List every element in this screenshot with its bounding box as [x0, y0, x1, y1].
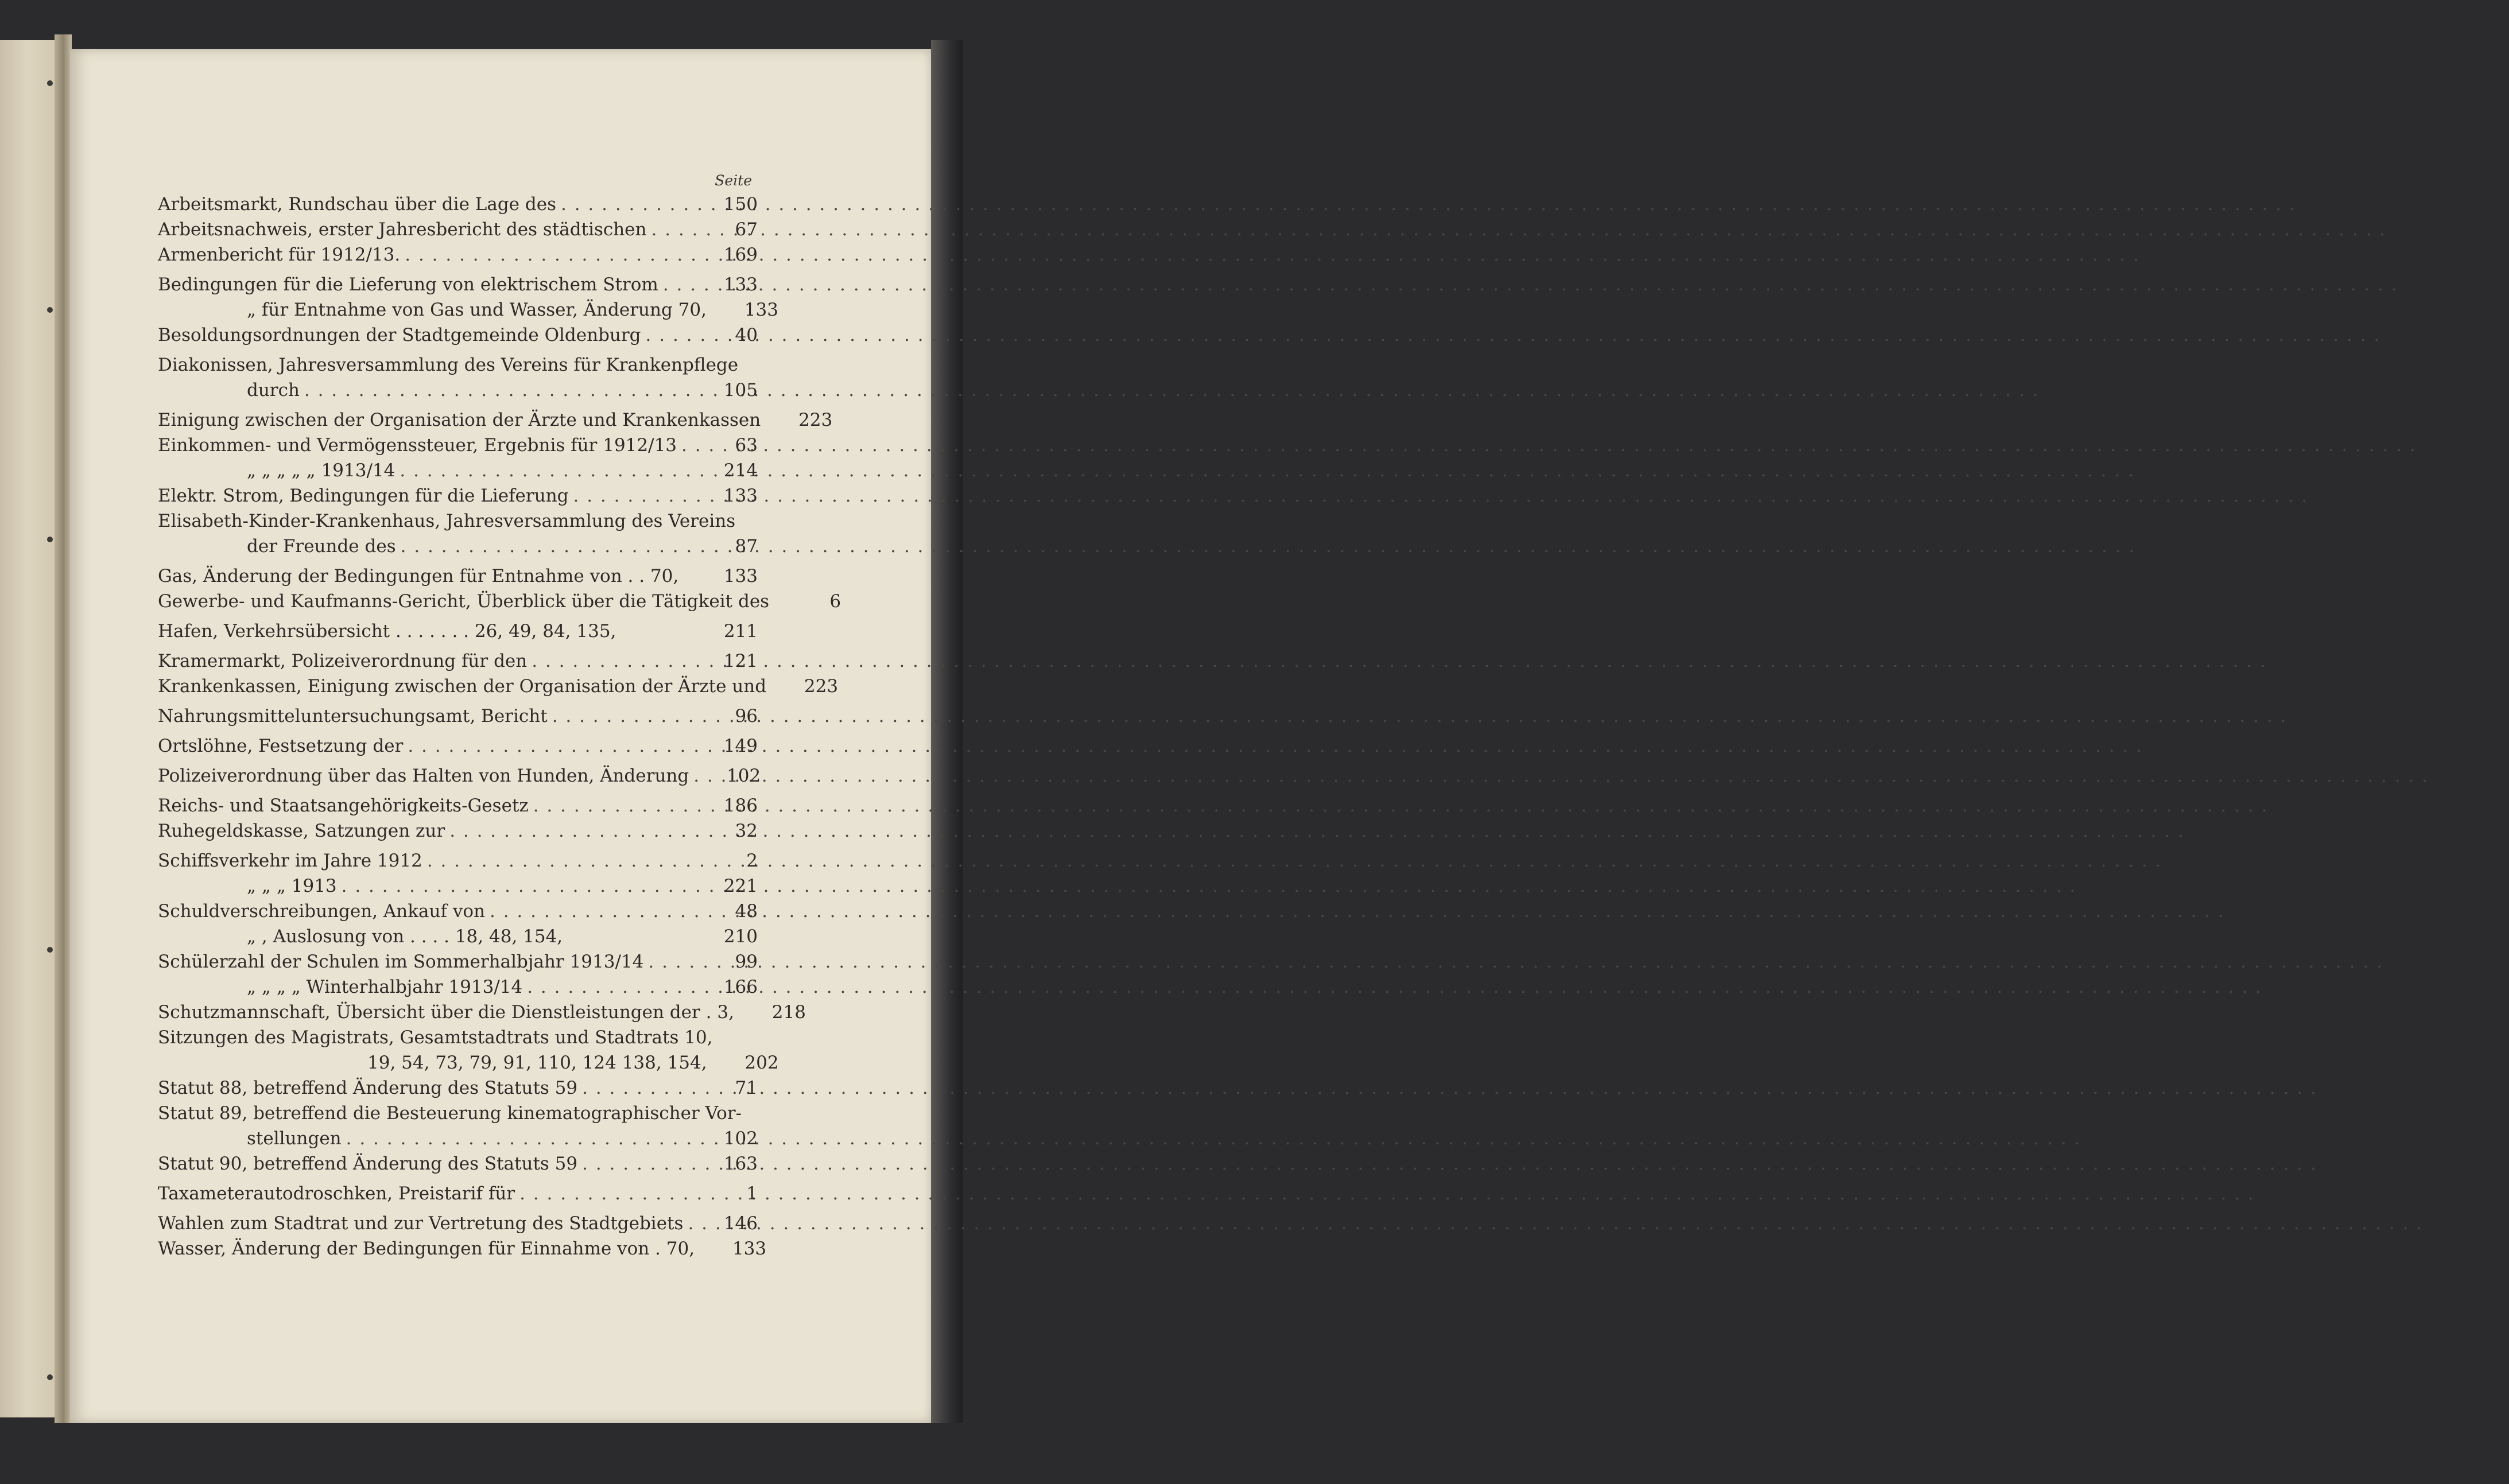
- entry-page-number: 102: [727, 766, 761, 786]
- entry-title: Polizeiverordnung über das Halten von Hunden, Änderung: [158, 766, 689, 786]
- margin-mark: [47, 307, 53, 313]
- index-entry: [158, 873, 758, 899]
- entry-page-number: 169: [723, 244, 758, 265]
- entry-page-number: 102: [723, 1128, 758, 1149]
- dot-leader: [485, 899, 696, 924]
- entry-title: Ortslöhne, Festsetzung der: [158, 736, 404, 756]
- dot-leader: [395, 458, 696, 483]
- entry-title: Wahlen zum Stadtrat und zur Vertretung des Stadtgebiets: [158, 1213, 684, 1234]
- index-entry: [158, 1151, 758, 1176]
- dot-leader: [400, 242, 696, 267]
- entry-page-number: 186: [723, 795, 758, 816]
- entry-page-number: 99: [735, 951, 758, 972]
- index-entry: [158, 378, 758, 403]
- index-entry: [158, 1000, 806, 1025]
- entry-page-number: 87: [735, 536, 758, 557]
- index-entry: [158, 272, 758, 297]
- index-entry: [158, 949, 758, 974]
- entry-page-number: 6: [829, 591, 841, 612]
- index-entry: [158, 733, 758, 759]
- dot-leader: [683, 1211, 696, 1236]
- entry-page-number: 105: [723, 380, 758, 401]
- entry-page-number: 48: [735, 901, 758, 922]
- entry-title: Gas, Änderung der Bedingungen für Entnahme von . . 70,: [158, 566, 679, 586]
- index-entry: [158, 483, 758, 508]
- index-entry: [158, 217, 758, 242]
- entry-title: „ , Auslosung von . . . . 18, 48, 154,: [247, 926, 563, 947]
- index-entry: [158, 763, 761, 788]
- dot-leader: [403, 733, 696, 759]
- entry-title: Statut 90, betreffend Änderung des Statuts 59: [158, 1153, 578, 1174]
- index-entry: [158, 242, 758, 267]
- entry-title: Diakonissen, Jahresversammlung des Vereins für Krankenpflege: [158, 355, 739, 375]
- index-entry: [158, 433, 758, 458]
- entry-title: Elisabeth-Kinder-Krankenhaus, Jahresversammlung des Vereins: [158, 511, 736, 531]
- entry-title: Ruhegeldskasse, Satzungen zur: [158, 821, 445, 841]
- index-entry: [158, 1101, 758, 1126]
- entry-title: durch: [247, 380, 300, 401]
- book-gutter: [55, 34, 72, 1423]
- index-entry: [158, 1126, 758, 1151]
- dot-leader: [677, 433, 696, 458]
- entry-title: Elektr. Strom, Bedingungen für die Lieferung: [158, 485, 569, 506]
- dot-leader: [527, 648, 696, 674]
- entry-page-number: 218: [771, 1002, 806, 1023]
- show-through-heading: [91, 80, 780, 184]
- dot-leader: [577, 1151, 696, 1176]
- entry-title: 19, 54, 73, 79, 91, 110, 124 138, 154,: [367, 1052, 707, 1073]
- entry-title: Besoldungsordnungen der Stadtgemeinde Oldenburg: [158, 325, 641, 345]
- index-entry: [158, 1181, 758, 1206]
- entry-title: Schülerzahl der Schulen im Sommerhalbjahr 1913/14: [158, 951, 644, 972]
- entry-page-number: 163: [723, 1153, 758, 1174]
- dot-leader: [422, 848, 696, 873]
- index-entry: [158, 192, 758, 217]
- index-entry: [158, 899, 758, 924]
- dot-leader: [300, 378, 696, 403]
- index-entry: [158, 1025, 758, 1050]
- index-entry: [158, 1075, 758, 1101]
- entry-title: Gewerbe- und Kaufmanns-Gericht, Überblick über die Tätigkeit des: [158, 591, 770, 612]
- index-entry: [158, 534, 758, 559]
- dot-leader: [689, 763, 699, 788]
- index-entry: [158, 1236, 767, 1261]
- dot-leader: [522, 974, 696, 1000]
- index-entry: [158, 1050, 779, 1075]
- dot-leader: [445, 818, 696, 844]
- dot-leader: [641, 323, 696, 348]
- dot-leader: [396, 534, 696, 559]
- entry-title: stellungen: [247, 1128, 342, 1149]
- index-entry: [158, 352, 758, 378]
- entry-title: „ „ „ „ „ 1913/14: [247, 460, 395, 481]
- entry-title: Bedingungen für die Lieferung von elektrischem Strom: [158, 274, 658, 295]
- dot-leader: [647, 217, 697, 242]
- index-entry: [158, 589, 841, 614]
- entry-page-number: 146: [723, 1213, 758, 1234]
- index-entry: [158, 848, 758, 873]
- entry-title: Statut 88, betreffend Änderung des Statuts 59: [158, 1078, 578, 1098]
- entry-title: Arbeitsnachweis, erster Jahresbericht des städtischen: [158, 219, 647, 240]
- index-entry: [158, 648, 758, 674]
- entry-title: „ „ „ 1913: [247, 876, 337, 896]
- entry-page-number: 2: [746, 850, 758, 871]
- entry-page-number: 63: [735, 435, 758, 456]
- entry-page-number: 221: [723, 876, 758, 896]
- entry-page-number: 210: [723, 926, 758, 947]
- margin-mark: [47, 1374, 53, 1380]
- index-entry: [158, 619, 758, 644]
- entry-title: Hafen, Verkehrsübersicht . . . . . . . 26, 49, 84, 135,: [158, 621, 616, 642]
- index-entry: [158, 458, 758, 483]
- margin-mark: [47, 947, 53, 953]
- entry-title: Sitzungen des Magistrats, Gesamtstadtrats und Stadtrats 10,: [158, 1027, 713, 1048]
- entry-title: Arbeitsmarkt, Rundschau über die Lage des: [158, 194, 556, 215]
- entry-title: Einkommen- und Vermögenssteuer, Ergebnis für 1912/13: [158, 435, 677, 456]
- index-entry: [158, 974, 758, 1000]
- index-entry: [158, 407, 833, 433]
- dot-leader: [643, 949, 696, 974]
- entry-page-number: 211: [723, 621, 758, 642]
- entry-title: der Freunde des: [247, 536, 396, 557]
- entry-page-number: 133: [723, 566, 758, 586]
- index-entry: [158, 924, 758, 949]
- entry-title: Schiffsverkehr im Jahre 1912: [158, 850, 422, 871]
- entry-title: Reichs- und Staatsangehörigkeits-Gesetz: [158, 795, 529, 816]
- index-entry: [158, 1211, 758, 1236]
- page-column-header: Seite: [715, 172, 752, 189]
- entry-title: Krankenkassen, Einigung zwischen der Organisation der Ärzte und: [158, 676, 767, 697]
- entry-page-number: 223: [798, 410, 833, 430]
- entry-page-number: 40: [735, 325, 758, 345]
- index-entry: [158, 508, 758, 534]
- entry-page-number: 214: [723, 460, 758, 481]
- dot-leader: [548, 704, 696, 729]
- entry-page-number: 150: [723, 194, 758, 215]
- dot-leader: [658, 272, 696, 297]
- dot-leader: [337, 873, 696, 899]
- entry-page-number: 149: [723, 736, 758, 756]
- entry-page-number: 121: [723, 651, 758, 671]
- index-entry: [158, 704, 758, 729]
- entry-title: Schuldverschreibungen, Ankauf von: [158, 901, 485, 922]
- index-entry: [158, 674, 839, 699]
- left-page-edge: [0, 40, 55, 1417]
- entry-title: Kramermarkt, Polizeiverordnung für den: [158, 651, 528, 671]
- entry-title: Nahrungsmitteluntersuchungsamt, Bericht: [158, 706, 548, 727]
- entry-page-number: 133: [723, 485, 758, 506]
- entry-page-number: 67: [735, 219, 758, 240]
- entry-title: „ für Entnahme von Gas und Wasser, Änderung 70,: [247, 300, 707, 320]
- entry-page-number: 133: [723, 274, 758, 295]
- index-entry: [158, 818, 758, 844]
- index-entry: [158, 564, 758, 589]
- dot-leader: [529, 793, 696, 818]
- dot-leader: [515, 1181, 696, 1206]
- entry-page-number: 133: [744, 300, 778, 320]
- entry-title: Taxameterautodroschken, Preistarif für: [158, 1183, 515, 1204]
- entry-title: Schutzmannschaft, Übersicht über die Dienstleistungen der . 3,: [158, 1002, 734, 1023]
- dot-leader: [569, 483, 697, 508]
- dot-leader: [556, 192, 696, 217]
- entry-title: Armenbericht für 1912/13.: [158, 244, 401, 265]
- dot-leader: [342, 1126, 696, 1151]
- entry-page-number: 133: [732, 1238, 767, 1259]
- entry-page-number: 96: [735, 706, 758, 727]
- margin-mark: [47, 80, 53, 86]
- entry-page-number: 202: [744, 1052, 779, 1073]
- entry-page-number: 166: [723, 977, 758, 997]
- entry-title: Wasser, Änderung der Bedingungen für Einnahme von . 70,: [158, 1238, 695, 1259]
- entry-title: Einigung zwischen der Organisation der Ärzte und Krankenkassen: [158, 410, 761, 430]
- entry-page-number: 71: [735, 1078, 758, 1098]
- entry-title: Statut 89, betreffend die Besteuerung kinematographischer Vor-: [158, 1103, 742, 1124]
- margin-mark: [47, 537, 53, 542]
- index-entry: [158, 323, 758, 348]
- entry-page-number: 223: [804, 676, 839, 697]
- index-entries: [158, 192, 841, 1261]
- entry-title: „ „ „ „ Winterhalbjahr 1913/14: [247, 977, 523, 997]
- index-entry: [158, 793, 758, 818]
- entry-page-number: 32: [735, 821, 758, 841]
- index-entry: [158, 297, 778, 323]
- entry-page-number: 1: [746, 1183, 758, 1204]
- dot-leader: [577, 1075, 696, 1101]
